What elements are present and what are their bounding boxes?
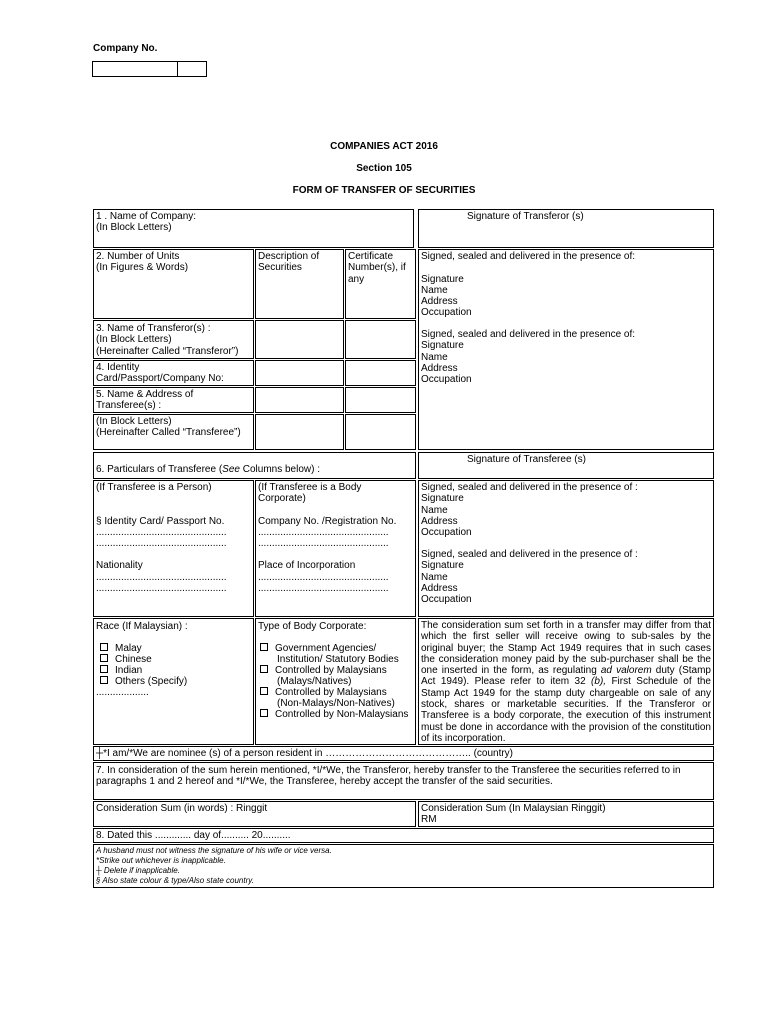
company-no-field-main[interactable] [92, 61, 178, 77]
body-type-label: Type of Body Corporate: [258, 621, 367, 632]
transferor-witness-1: Signed, sealed and delivered in the presence of: Signature Name Address Occupation [421, 251, 636, 319]
body-type-option-non-malaysians[interactable]: Controlled by Non-Malaysians [260, 709, 408, 720]
transferor-name-label: 3. Name of Transferor(s) : (In Block Letters) (Hereinafter Called “Transferor”) [96, 323, 239, 357]
person-nationality-dots-1[interactable]: ............................................... [96, 572, 227, 583]
company-no-label: Company No. [93, 43, 158, 54]
signature-of-transferor-label: Signature of Transferor (s) [467, 211, 584, 222]
transferee-address-label: 5. Name & Address of Transferee(s) : [96, 389, 194, 412]
form-title: FORM OF TRANSFER OF SECURITIES [292, 185, 476, 196]
section-label: Section 105 [356, 163, 412, 174]
body-place-label: Place of Incorporation [258, 560, 356, 571]
checkbox-icon[interactable] [260, 709, 268, 717]
body-company-reg-dots-2[interactable]: ............................................... [258, 538, 389, 549]
checkbox-icon[interactable] [100, 676, 108, 684]
body-place-dots-1[interactable]: ............................................... [258, 572, 389, 583]
race-others-dots[interactable]: ................... [96, 687, 149, 698]
transferee-block-field-a[interactable] [255, 414, 344, 450]
person-nationality-dots-2[interactable]: ............................................... [96, 583, 227, 594]
company-no-field-suffix[interactable] [177, 61, 207, 77]
transferor-witness-2: Signed, sealed and delivered in the presence of: Signature Name Address Occupation [421, 329, 636, 386]
person-nationality-label: Nationality [96, 560, 143, 571]
number-of-units-label: 2. Number of Units (In Figures & Words) [96, 251, 189, 274]
note-delete: ┼ Delete if inapplicable. [96, 866, 180, 875]
body-place-dots-2[interactable]: ............................................... [258, 583, 389, 594]
transferee-witness-1: Signed, sealed and delivered in the presence of : Signature Name Address Occupation [421, 482, 638, 539]
person-id-label: § Identity Card/ Passport No. [96, 516, 225, 527]
identity-field-a[interactable] [255, 360, 344, 386]
race-option-malay[interactable]: Malay [100, 643, 142, 654]
nominee-line: ┼*I am/*We are nominee (s) of a person resident in …………………………………….. (country) [96, 748, 514, 759]
particulars-label: 6. Particulars of Transferee (See Columns below) : [96, 464, 320, 475]
note-strike-out: *Strike out whichever is inapplicable. [96, 856, 226, 865]
body-type-option-non-malays[interactable]: Controlled by Malaysians (Non-Malays/Non-Natives) [260, 687, 395, 710]
checkbox-icon[interactable] [260, 665, 268, 673]
checkbox-icon[interactable] [100, 665, 108, 673]
name-of-company-label: 1 . Name of Company: (In Block Letters) [96, 211, 197, 234]
clause-7-text: 7. In consideration of the sum herein mentioned, *I/*We, the Transferor, hereby transfer to the Transferee the securities referred to in paragraphs 1 and 2 hereof and *I/*We, the Transferee, hereby accept the transfer of the said securities. [96, 765, 681, 788]
body-corporate-heading: (If Transferee is a Body Corporate) [258, 482, 362, 505]
consideration-rm-label: Consideration Sum (In Malaysian Ringgit) RM [421, 803, 606, 826]
transferee-address-field-b[interactable] [345, 387, 416, 413]
race-option-others[interactable]: Others (Specify) [100, 676, 187, 687]
transferor-name-field-a[interactable] [255, 320, 344, 359]
act-title: COMPANIES ACT 2016 [330, 141, 438, 152]
race-label: Race (If Malaysian) : [96, 621, 188, 632]
transferee-address-field-a[interactable] [255, 387, 344, 413]
signature-of-transferee-label: Signature of Transferee (s) [467, 454, 586, 465]
consideration-note: The consideration sum set forth in a transfer may differ from that which the first seller will receive owing to sub-sales by the original buyer; the Stamp Act 1949 requires that in such cases the consideration money paid by the sub-purchaser shall be the one inserted in the form, as regulating ad valorem duty (Stamp Act 1949). Please refer to item 32 (b), First Schedule of the Stamp Act 1949 for the stamp duty chargeable on sale of any stock, shares or marketable securities. If the Transferor or Transferee is a body corporate, the execution of this instrument must be done in accordance with the provision of the constitution of its incorporation. [421, 620, 711, 744]
transferee-block-label: (In Block Letters) (Hereinafter Called “Transferee”) [96, 416, 241, 439]
person-id-dots-2[interactable]: ............................................... [96, 538, 227, 549]
description-label: Description of Securities [258, 251, 320, 274]
identity-field-b[interactable] [345, 360, 416, 386]
transferee-witness-2: Signed, sealed and delivered in the presence of : Signature Name Address Occupation [421, 549, 638, 606]
person-heading: (If Transferee is a Person) [96, 482, 212, 493]
checkbox-icon[interactable] [260, 643, 268, 651]
body-type-option-malays-natives[interactable]: Controlled by Malaysians (Malays/Natives) [260, 665, 387, 688]
body-type-option-government[interactable]: Government Agencies/ Institution/ Statutory Bodies [260, 643, 399, 666]
certificate-label: Certificate Number(s), if any [348, 251, 406, 285]
person-id-dots-1[interactable]: ............................................... [96, 527, 227, 538]
transferee-block-field-b[interactable] [345, 414, 416, 450]
transferor-name-field-b[interactable] [345, 320, 416, 359]
note-also-state: § Also state colour & type/Also state country. [96, 876, 254, 885]
dated-line: 8. Dated this ............. day of.......... 20.......... [96, 830, 291, 841]
note-husband: A husband must not witness the signature of his wife or vice versa. [96, 846, 332, 855]
race-option-indian[interactable]: Indian [100, 665, 142, 676]
identity-label: 4. Identity Card/Passport/Company No: [96, 362, 224, 385]
checkbox-icon[interactable] [100, 643, 108, 651]
checkbox-icon[interactable] [260, 687, 268, 695]
checkbox-icon[interactable] [100, 654, 108, 662]
body-company-reg-label: Company No. /Registration No. [258, 516, 397, 527]
body-company-reg-dots-1[interactable]: ............................................... [258, 527, 389, 538]
consideration-words-label: Consideration Sum (in words) : Ringgit [96, 803, 268, 814]
race-option-chinese[interactable]: Chinese [100, 654, 152, 665]
